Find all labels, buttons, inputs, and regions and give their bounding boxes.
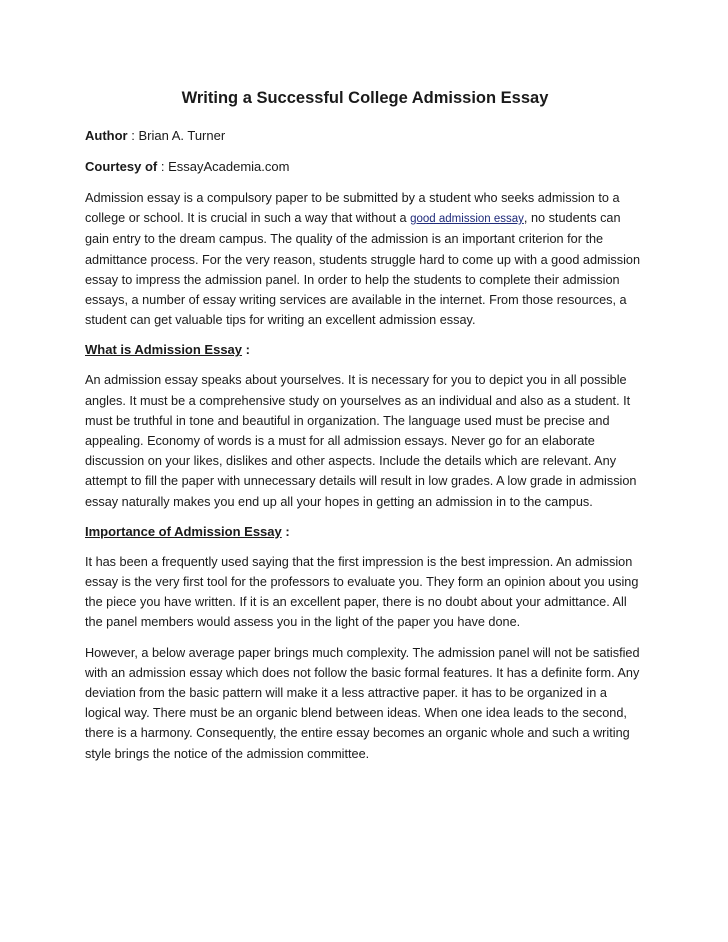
what-is-paragraph: An admission essay speaks about yourselves. It is necessary for you to depict you in all possible angles. It must be a comprehensive study on yourselves as an individual and also as a student. It must be truthful in tone and beautiful in organization. The language used must be precise and appealing. Economy of words is a must for all admission essays. Never go for an elaborate discussion on your likes, dislikes and other aspects. Include the details which are relevant. Any attempt to fill the paper with unnecessary details will result in low grades. A low grade in admission essay naturally makes you end up all your hopes in getting an admission in to the campus. <box>85 373 637 509</box>
good-admission-essay-link[interactable]: good admission essay <box>410 213 524 226</box>
section-heading-importance-suffix: : <box>281 523 290 539</box>
courtesy-separator: : <box>157 159 169 174</box>
intro-text-before-link: Admission essay is a compulsory paper to be submitted by a student who seeks admission to a college or school. It is crucial in such a way that without a <box>85 191 620 226</box>
section-heading-importance <box>85 522 645 542</box>
document-title: Writing a Successful College Admission Essay <box>181 89 549 107</box>
section-heading-what-is-text: What is Admission Essay <box>85 342 243 358</box>
section-heading-importance-text: Importance of Admission Essay <box>85 523 282 539</box>
author-separator: : <box>127 128 139 143</box>
importance-paragraph-1: It has been a frequently used saying that the first impression is the best impression. An admission essay is the very first tool for the professors to evaluate you. They form an opinion about you using the piece you have written. If it is an excellent paper, there is no doubt about your admittance. All the panel members would assess you in the light of the paper you have done. <box>85 554 639 630</box>
courtesy-label: Courtesy of <box>85 159 158 174</box>
author-label: Author <box>85 128 128 143</box>
importance-paragraph-2: However, a below average paper brings much complexity. The admission panel will not be satisfied with an admission essay which does not follow the basic formal features. It has a definite form. Any deviation from the basic pattern will make it a less attractive paper. it has to be organized in a logical way. There must be an organic blend between ideas. When one idea leads to the second, there is a harmony. Consequently, the entire essay becomes an organic whole and such a writing style brings the notice of the admission committee. <box>85 645 640 761</box>
courtesy-line <box>85 157 645 177</box>
section-heading-what-is <box>85 340 645 360</box>
document-page <box>85 86 645 774</box>
courtesy-source: EssayAcademia.com <box>168 159 290 174</box>
intro-text-after-link: , no students can gain entry to the dream campus. The quality of the admission is an important criterion for the admittance process. For the very reason, students struggle hard to come up with a good admission essay to impress the admission panel. In order to help the students to complete their admission essays, a number of essay writing services are available in the internet. From those resources, a student can get valuable tips for writing an excellent admission essay. <box>85 211 641 328</box>
intro-paragraph <box>85 188 645 330</box>
author-line <box>85 126 645 146</box>
section-heading-what-is-suffix: : <box>242 342 250 358</box>
author-name: Brian A. Turner <box>138 128 226 143</box>
